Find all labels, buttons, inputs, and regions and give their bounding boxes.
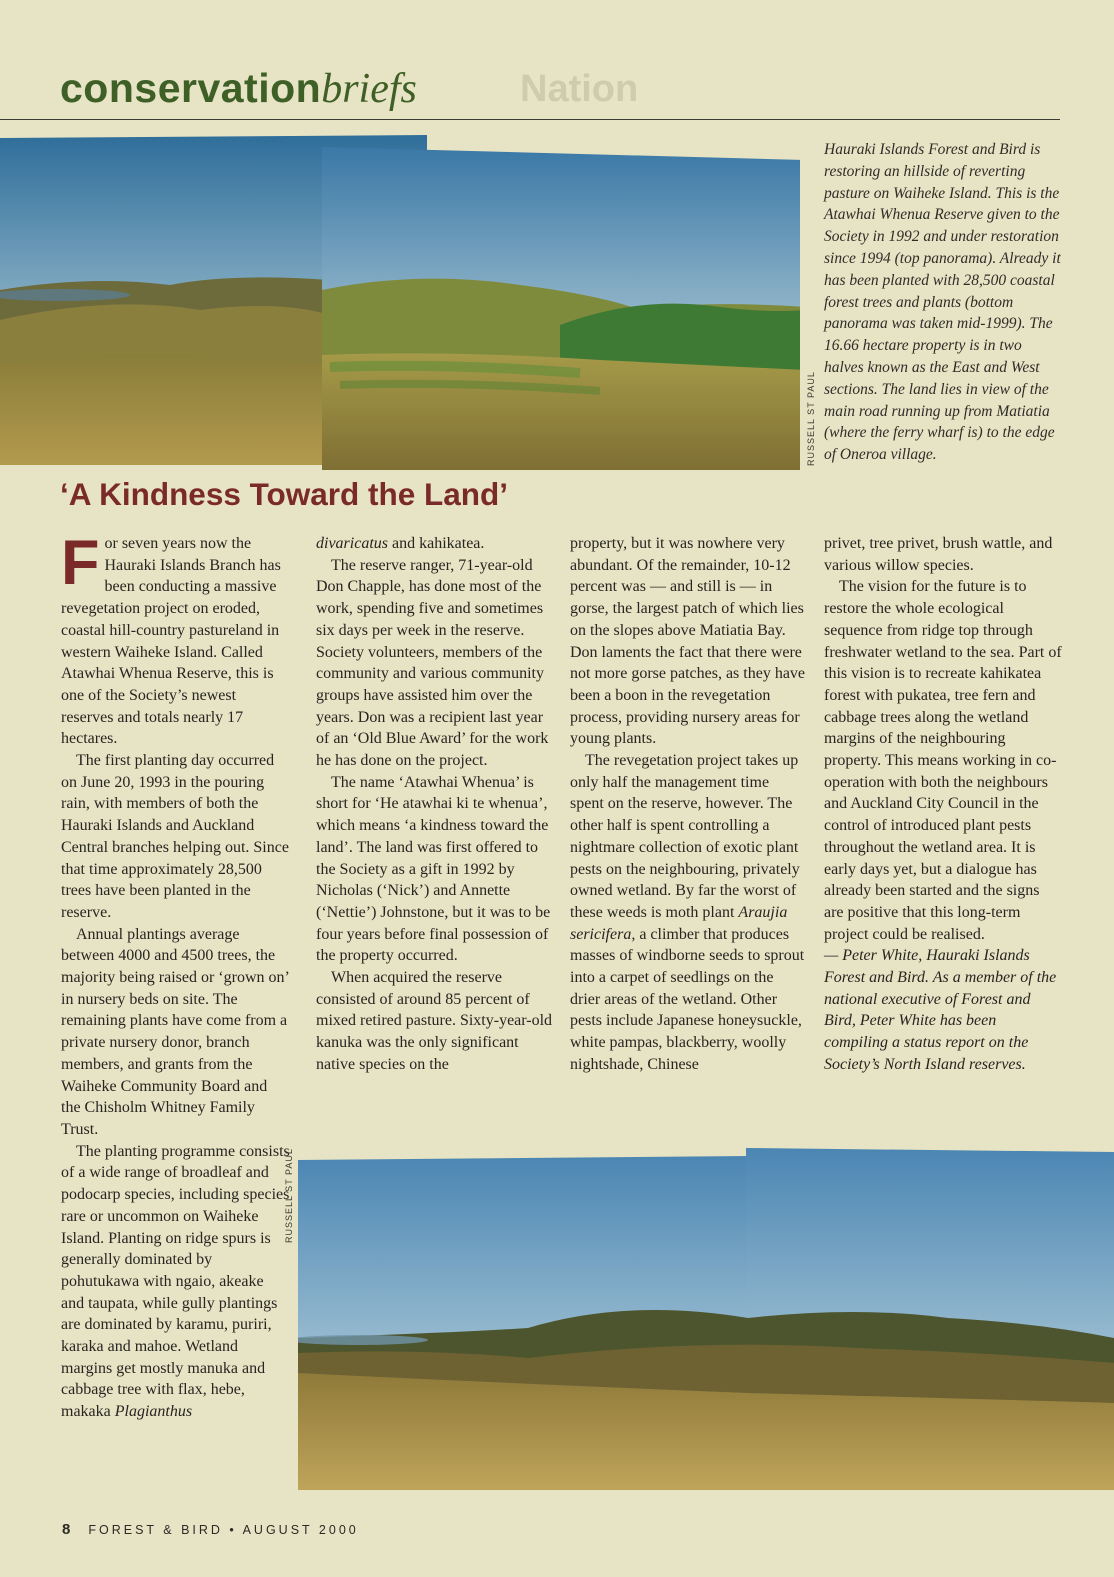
paragraph: property, but it was nowhere very abundant. Of the remainder, 10-12 percent was — and still is — in gorse, the largest patch of which lies on the slopes above Matiatia Bay. Don laments the fact that there were not more gorse patches, as they have been a boon in the revegetation process, providing nursery areas for young plants.: [570, 535, 806, 748]
photo-caption: Hauraki Islands Forest and Bird is restoring an hillside of reverting pasture on Waiheke Island. This is the Atawhai Whenua Reserve given to the Society in 1992 and under restoration since 1994 (top panorama). Already it has been planted with 28,500 coastal forest trees and plants (bottom panorama was taken mid-1999). The 16.66 hectare property is in two halves known as the East and West sections. The land lies in view of the main road running up from Matiatia (where the ferry wharf is) to the edge of Oneroa village.: [824, 141, 1061, 464]
species-name: Araujia sericifera,: [570, 903, 788, 943]
header-rule: [0, 119, 1060, 120]
species-name: Plagianthus: [114, 1403, 193, 1421]
paragraph-text: The planting programme consists of a wide range of broadleaf and podocarp species, including species rare or uncommon on Waiheke Island. Planting on ridge spurs is generally dominated by pohutukawa with ngaio, akeake and taupata, while gully plantings are dominated by karamu, puriri, karaka and mahoe. Wetland margins get mostly manuka and cabbage tree with flax, hebe, makaka: [61, 1142, 290, 1421]
article-column-4: [824, 533, 1062, 1076]
article-column-3: [570, 533, 806, 1076]
paragraph: [570, 750, 806, 1076]
paragraph: The first planting day occurred on June 20, 1993 in the pouring rain, with members of both the Hauraki Islands and Auckland Central branches helping out. Since that time approximately 28,500 trees have been planted in the reserve.: [61, 752, 289, 921]
show-through-text: Nation: [520, 68, 639, 110]
paragraph: [316, 533, 554, 555]
article-column-2: [316, 533, 554, 1076]
section-header-italic: briefs: [321, 66, 417, 112]
paragraph: The vision for the future is to restore the whole ecological sequence from ridge top through freshwater wetland to the sea. Part of this vision is to recreate kahikatea forest with pukatea, tree fern and cabbage trees along the wetland margins of the neighbouring property. This means working in co-operation with both the neighbours and Auckland City Council in the control of introduced plant pests throughout the wetland area. It is early days yet, but a dialogue has already been started and the signs are positive that this long-term project could be realised.: [824, 578, 1062, 943]
top-panorama-photo: [0, 135, 800, 470]
paragraph: or seven years now the Hauraki Islands Branch has been conducting a massive revegetation project on eroded, coastal hill-country pastureland in western Waiheke Island. Called Atawhai Whenua Reserve, this is one of the Society’s newest reserves and totals nearly 17 hectares.: [61, 535, 281, 748]
bottom-panorama-photo: [298, 1148, 1114, 1490]
page-number: 8: [62, 1521, 71, 1538]
section-header: [60, 65, 417, 112]
paragraph: The reserve ranger, 71-year-old Don Chapple, has done most of the work, spending five and sometimes six days per week in the reserve. Society volunteers, members of the community and various community groups have assisted him over the years. Don was a recipient last year of an ‘Old Blue Award’ for the work he has done on the project.: [316, 556, 549, 770]
page-footer: [62, 1521, 359, 1538]
paragraph: [61, 1141, 290, 1423]
paragraph-text: and kahikatea.: [392, 535, 485, 552]
bottom-photo-credit: RUSSELL ST PAUL: [284, 1148, 294, 1243]
paragraph: Annual plantings average between 4000 and 4500 trees, the majority being raised or ‘grown on’ in nursery beds on site. The remaining plants have come from a private nursery donor, branch members, and grants from the Waiheke Community Board and the Chisholm Whitney Family Trust.: [61, 925, 289, 1138]
top-photo-credit: RUSSELL ST PAUL: [806, 371, 816, 466]
drop-cap: F: [61, 528, 100, 598]
species-name: divaricatus: [316, 535, 388, 552]
article-title: ‘A Kindness Toward the Land’: [60, 476, 509, 512]
paragraph: The name ‘Atawhai Whenua’ is short for ‘He atawhai ki te whenua’, which means ‘a kindness toward the land’. The land was first offered to the Society as a gift in 1992 by Nicholas (‘Nick’) and Annette (‘Nettie’) Johnstone, but it was to be four years before final possession of the property occurred.: [316, 773, 551, 965]
paragraph-text: The revegetation project takes up only half the management time spent on the reserve, however. The other half is spent controlling a nightmare collection of exotic plant pests on the neighbouring, privately owned wetland. By far the worst of these weeds is moth plant: [570, 752, 800, 921]
paragraph: privet, tree privet, brush wattle, and various willow species.: [824, 535, 1053, 574]
paragraph-text: a climber that produces masses of windborne seeds to sprout into a carpet of seedlings on the drier areas of the wetland. Other pests include Japanese honeysuckle, white pampas, blackberry, woolly nightshade, Chinese: [570, 925, 805, 1073]
article-column-1: [61, 528, 290, 1423]
author-signature: — Peter White, Hauraki Islands Forest and Bird. As a member of the national executive of Forest and Bird, Peter White has been compiling a status report on the Society’s North Island reserves.: [824, 947, 1057, 1073]
section-header-bold: conservation: [60, 65, 322, 111]
paragraph: When acquired the reserve consisted of around 85 percent of mixed retired pasture. Sixty-year-old kanuka was the only significant native species on the: [316, 969, 553, 1073]
publication-line: FOREST & BIRD • AUGUST 2000: [88, 1523, 359, 1537]
